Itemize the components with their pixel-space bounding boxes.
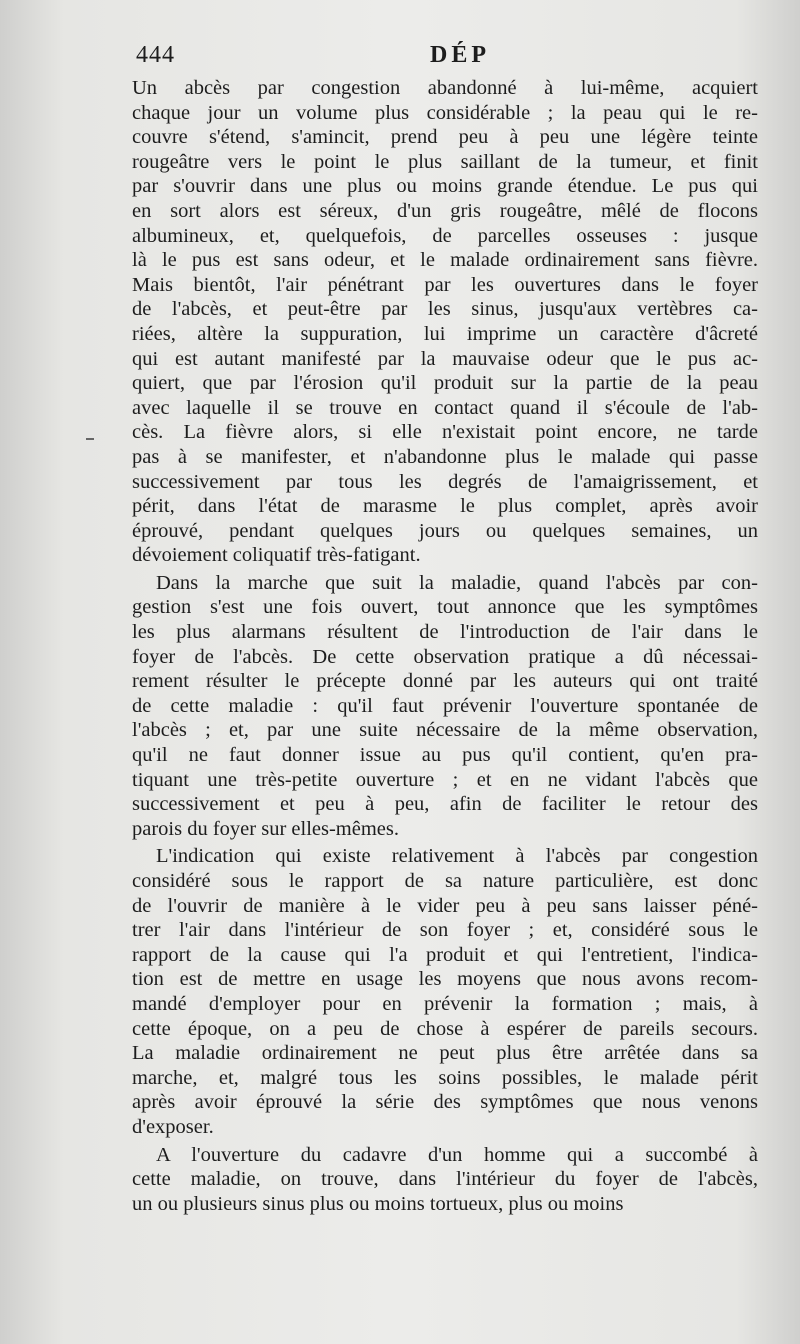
paragraph — [132, 1143, 758, 1217]
text-line: avec laquelle il se trouve en contact quand il s'écoule de l'ab- — [132, 396, 758, 419]
text-line: rement résulter le précepte donné par les auteurs qui ont traité — [132, 670, 758, 693]
text-line: dévoiement coliquatif très-fatigant. — [132, 544, 421, 567]
margin-mark — [86, 438, 94, 440]
text-line: les plus alarmans résultent de l'introduction de l'air dans le — [132, 621, 758, 644]
text-line: rapport de la cause qui l'a produit et qui l'entretient, l'indica- — [132, 943, 758, 966]
text-line: éprouvé, pendant quelques jours ou quelques semaines, un — [132, 519, 758, 542]
text-line: trer l'air dans l'intérieur de son foyer ; et, considéré sous le — [132, 919, 758, 942]
text-line: d'exposer. — [132, 1115, 214, 1138]
text-line: rougeâtre vers le point le plus saillant de la tumeur, et finit — [132, 150, 758, 173]
page-body — [132, 76, 758, 1219]
text-line: quiert, que par l'érosion qu'il produit sur la partie de la peau — [132, 372, 758, 395]
text-line: de l'abcès, et peut-être par les sinus, jusqu'aux vertèbres ca- — [132, 298, 758, 321]
paragraph — [132, 571, 758, 842]
text-line: Dans la marche que suit la maladie, quand l'abcès par con- — [156, 571, 758, 594]
text-line: La maladie ordinairement ne peut plus être arrêtée dans sa — [132, 1042, 758, 1065]
text-line: Mais bientôt, l'air pénétrant par les ouvertures dans le foyer — [132, 273, 758, 296]
text-line: foyer de l'abcès. De cette observation pratique a dû nécessai- — [132, 645, 758, 668]
text-line: cette époque, on a peu de chose à espérer de pareils secours. — [132, 1017, 758, 1040]
text-line: cette maladie, on trouve, dans l'intérieur du foyer de l'abcès, — [132, 1168, 758, 1191]
text-line: riées, altère la suppuration, lui imprime un caractère d'âcreté — [132, 322, 758, 345]
text-line: parois du foyer sur elles-mêmes. — [132, 817, 399, 840]
text-line: là le pus est sans odeur, et le malade ordinairement sans fièvre. — [132, 249, 758, 272]
text-line: l'abcès ; et, par une suite nécessaire de la même observation, — [132, 719, 758, 742]
text-line: périt, dans l'état de marasme le plus complet, après avoir — [132, 495, 758, 518]
text-line: après avoir éprouvé la série des symptômes que nous venons — [132, 1091, 758, 1114]
text-line: qui est autant manifesté par la mauvaise odeur que le pus ac- — [132, 347, 758, 370]
text-line: albumineux, et, quelquefois, de parcelles osseuses : jusque — [132, 224, 758, 247]
text-line: gestion s'est une fois ouvert, tout annonce que les symptômes — [132, 596, 758, 619]
text-line: un ou plusieurs sinus plus ou moins tortueux, plus ou moins — [132, 1192, 624, 1215]
text-line: qu'il ne faut donner issue au pus qu'il contient, qu'en pra- — [132, 744, 758, 767]
page-header — [132, 40, 762, 70]
text-line: Un abcès par congestion abandonné à lui-même, acquiert — [132, 77, 758, 99]
text-line: L'indication qui existe relativement à l'abcès par congestion — [156, 845, 758, 868]
text-line: de cette maladie : qu'il faut prévenir l'ouverture spontanée de — [132, 694, 758, 717]
running-title: DÉP — [430, 42, 490, 68]
text-line: successivement par tous les degrés de l'amaigrissement, et — [132, 470, 758, 493]
text-line: chaque jour un volume plus considérable ; la peau qui le re- — [132, 101, 758, 124]
text-line: par s'ouvrir dans une plus ou moins grande étendue. Le pus qui — [132, 175, 758, 198]
text-line: A l'ouverture du cadavre d'un homme qui a succombé à — [156, 1143, 758, 1166]
text-line: marche, et, malgré tous les soins possibles, le malade périt — [132, 1066, 758, 1089]
paragraph — [132, 844, 758, 1139]
text-line: en sort alors est séreux, d'un gris rougeâtre, mêlé de flocons — [132, 199, 758, 222]
text-line: considéré sous le rapport de sa nature particulière, est donc — [132, 870, 758, 892]
text-line: couvre s'étend, s'amincit, prend peu à peu une légère teinte — [132, 126, 758, 149]
text-line: mandé d'employer pour en prévenir la formation ; mais, à — [132, 992, 758, 1015]
text-line: cès. La fièvre alors, si elle n'existait point encore, ne tarde — [132, 421, 758, 444]
page-number: 444 — [136, 42, 175, 68]
text-line: tiquant une très-petite ouverture ; et en ne vidant l'abcès que — [132, 768, 758, 791]
text-line: successivement et peu à peu, afin de faciliter le retour des — [132, 793, 758, 816]
text-line: tion est de mettre en usage les moyens que nous avons recom- — [132, 968, 758, 991]
text-line: de l'ouvrir de manière à le vider peu à peu sans laisser péné- — [132, 894, 758, 917]
paragraph — [132, 76, 758, 568]
text-line: pas à se manifester, et n'abandonne plus le malade qui passe — [132, 445, 758, 468]
